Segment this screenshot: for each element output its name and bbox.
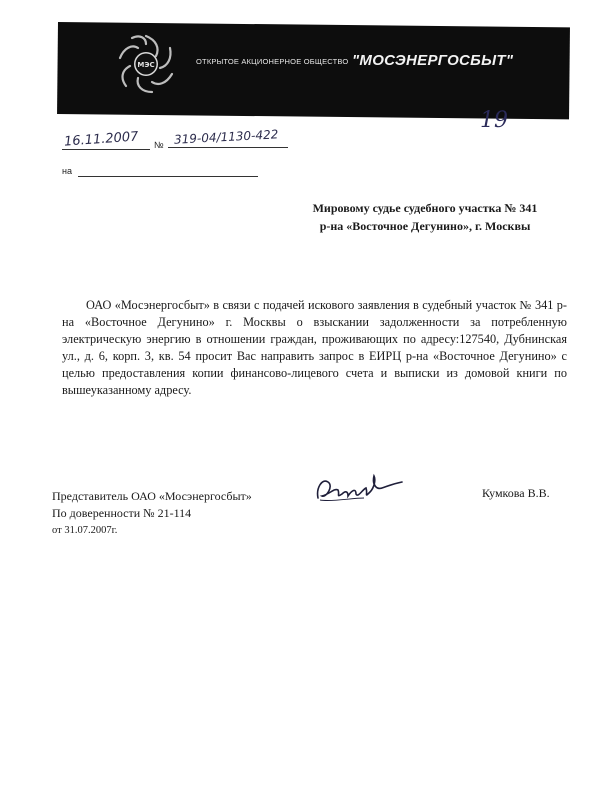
representative-title: Представитель ОАО «Мосэнергосбыт»: [52, 489, 252, 503]
signatory-name: Кумкова В.В.: [482, 486, 550, 500]
number-underline: [168, 147, 288, 148]
reference-number: 319-04/1130-422: [173, 127, 279, 147]
reference-na-label: на: [62, 166, 72, 176]
outgoing-reference: [62, 127, 292, 152]
na-underline: [78, 176, 258, 177]
letter-body: ОАО «Мосэнергосбыт» в связи с подачей искового заявления в судебный участок № 341 р-на «Восточное Дегунино» г. Москвы о взыскании задолженности за потребленную электрическую энергию в отношении граждан, проживающих по адресу:127540, Дубнинская ул., д. 6, корп. 3, кв. 54 просит Вас направить запрос в ЕИРЦ р-на «Восточное Дегунино» с целью предоставления копии финансово-лицевого счета и выписки из домовой книги по вышеуказанному адресу.: [62, 298, 567, 397]
handwritten-signature: [312, 468, 408, 508]
reference-number-label: №: [154, 140, 164, 150]
addressee-line-2: р-на «Восточное Дегунино», г. Москвы: [319, 219, 531, 233]
mes-logo-icon: [112, 30, 180, 98]
reference-date: 16.11.2007: [63, 129, 139, 150]
company-name: "МОСЭНЕРГОСБЫТ": [352, 52, 514, 69]
power-of-attorney: По доверенности № 21-114: [52, 506, 192, 520]
page-mark: 19: [480, 108, 508, 133]
logo-text: МЭС: [137, 61, 155, 69]
addressee-line-1: Мировому судье судебного участка № 341: [312, 201, 538, 215]
date-underline: [62, 149, 150, 150]
addressee: [300, 199, 550, 235]
power-of-attorney-date: от 31.07.2007г.: [52, 525, 118, 536]
signature-block: [52, 488, 252, 539]
company-type: ОТКРЫТОЕ АКЦИОНЕРНОЕ ОБЩЕСТВО: [196, 57, 349, 66]
